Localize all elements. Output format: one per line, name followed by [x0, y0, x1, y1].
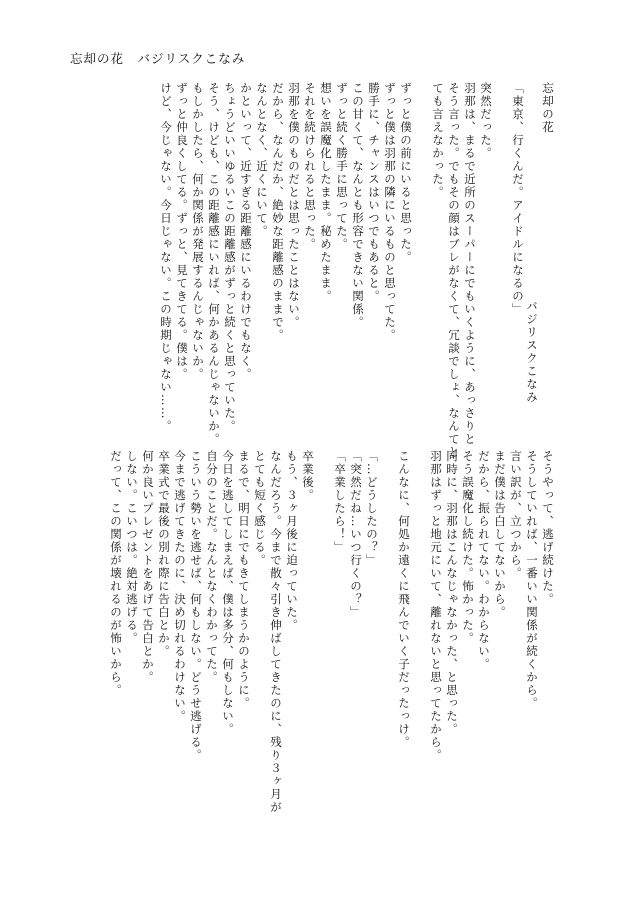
- text-line: だって、この関係が壊れるのが怖いから。: [109, 450, 123, 697]
- running-header: 忘却の花 バジリスクこなみ: [70, 51, 246, 66]
- text-line: だから、なんだか、絶妙な距離感のままで。: [271, 82, 285, 342]
- text-line: 今まで逃げてきたのに、決め切れるわけない。: [173, 450, 187, 723]
- text-line: けど、今じゃない。今日じゃない。この時期じゃない……。: [159, 82, 173, 433]
- text-line: だから、振られてない。わからない。: [477, 450, 491, 671]
- text-line: とても短く感じる。: [253, 450, 267, 567]
- text-line: もしかしたら、何か関係が発展するんじゃないか。: [191, 82, 205, 381]
- bottom-text-block: [108, 450, 556, 814]
- text-line: 羽那はずっと地元にいて、離れないと思ってたから。: [429, 450, 443, 762]
- text-line: まるで、明日にでもきてしまうかのように。: [237, 450, 251, 710]
- text-line: 今日を逃してしまえば、僕は多分、何もしない。: [221, 450, 235, 736]
- text-line: こんなに、何処か遠くに飛んでいく子だったっけ。: [397, 450, 411, 749]
- text-line: そうしていれば、一番いい関係が続くから。: [525, 450, 539, 710]
- text-line: 卒業式で最後の別れ際に告白とか。: [157, 450, 171, 658]
- text-line: しない。こいつは。絶対逃げる。: [125, 450, 139, 645]
- text-line: そうやって、逃げ続けた。: [541, 450, 555, 606]
- text-line: まだ僕は告白してないから。: [493, 450, 507, 619]
- text-line: そう言った。でもその顔はブレがなくて、冗談でしょ、なんてと: [447, 82, 461, 459]
- text-line: なんだろう。今まで散々引き伸ばしてきたのに、残り３ヶ月が: [269, 450, 283, 814]
- text-line: こういう勢いを逃せば、何もしない。どうせ逃げる。: [189, 450, 203, 762]
- text-line: 何か良いプレゼントをあげて告白とか。: [141, 450, 155, 684]
- text-line: かといって、近すぎる距離感にいるわけでもなく。: [239, 82, 253, 381]
- text-line: ずっと続く勝手に思ってた。: [335, 82, 349, 251]
- text-line: 「卒業したら！」: [333, 450, 347, 554]
- text-line: 「東京、行くんだ。アイドルになるの」: [511, 82, 525, 316]
- text-line: それを続けられると思った。: [303, 82, 317, 251]
- text-line: そう、けども、この距離感にいれば、何かあるんじゃないか。: [207, 82, 221, 446]
- text-line: 同時に、羽那はこんなじゃなかった、と思った。: [445, 450, 459, 736]
- text-line: 自分のことだ。なんとなくわかってた。: [205, 450, 219, 684]
- text-line: ちょうどいいゆるいこの距離感がずっと続くと思っていた。: [223, 82, 237, 433]
- text-line: ずっと僕の前にいると思った。: [399, 82, 413, 264]
- text-line: この甘くて、なんとも形容できない関係。: [351, 82, 365, 329]
- text-line: ずっと僕は羽那の隣にいるものと思ってた。: [383, 82, 397, 342]
- text-line: 想いを誤魔化したまま。秘めたまま。: [319, 82, 333, 303]
- text-line: ても言えなかった。: [431, 82, 445, 199]
- text-line: 突然だった。: [479, 82, 493, 160]
- text-line: 羽那は、まるで近所のスーパーにでもいくように、あっさりと: [463, 82, 477, 446]
- text-line: 言い訳が、立つから。: [509, 450, 523, 580]
- author-name: バジリスクこなみ: [525, 300, 539, 404]
- text-line: そう誤魔化し続けた。怖かった。: [461, 450, 475, 645]
- text-line: 卒業後。: [301, 450, 315, 502]
- text-line: 「…どうしたの？」: [365, 450, 379, 567]
- text-line: 羽那を僕のものだとは思ったことはない。: [287, 82, 301, 329]
- text-line: なんとなく、近くにいて。: [255, 82, 269, 238]
- story-title: 忘却の花: [541, 82, 555, 134]
- text-line: 「突然だね…いつ行くの？」: [349, 450, 363, 619]
- text-line: もう、３ヶ月後に迫っていた。: [285, 450, 299, 632]
- top-text-block: [158, 82, 556, 459]
- text-line: ずっと仲良くしてる。ずっと、見てきてる。僕は。: [175, 82, 189, 381]
- text-line: 勝手に、チャンスはいつでもあると。: [367, 82, 381, 303]
